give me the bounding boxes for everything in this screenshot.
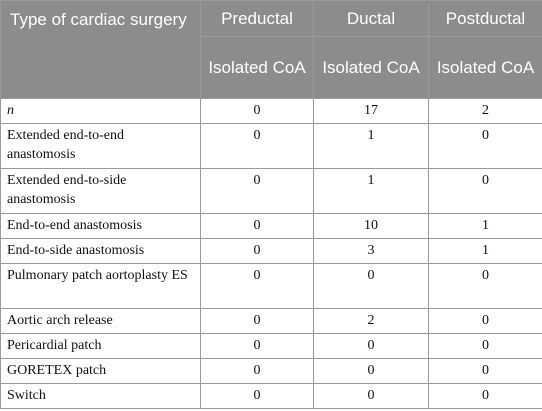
cell-ductal: 0: [314, 334, 429, 359]
cell-preductal: 0: [201, 384, 314, 409]
cell-ductal: 17: [314, 99, 429, 124]
row-label: GORETEX patch: [1, 359, 201, 384]
row-label: Pulmonary patch aortoplasty ES: [1, 264, 201, 309]
table-row: [1, 169, 542, 214]
cell-preductal: 0: [201, 359, 314, 384]
table-row: [1, 309, 542, 334]
table-row: [1, 214, 542, 239]
cell-postductal: 1: [429, 214, 542, 239]
cell-ductal: 2: [314, 309, 429, 334]
row-label: Extended end-to-end anastomosis: [1, 124, 201, 169]
column-header-preductal: Preductal: [201, 1, 314, 37]
table-row: [1, 99, 542, 124]
cell-postductal: 0: [429, 359, 542, 384]
cell-preductal: 0: [201, 99, 314, 124]
cell-preductal: 0: [201, 264, 314, 309]
row-label: End-to-side anastomosis: [1, 239, 201, 264]
cell-ductal: 0: [314, 384, 429, 409]
cell-postductal: 0: [429, 169, 542, 214]
cell-postductal: 0: [429, 124, 542, 169]
cell-preductal: 0: [201, 124, 314, 169]
subheader-preductal: Isolated CoA: [201, 37, 314, 99]
cell-postductal: 0: [429, 334, 542, 359]
corner-header: Type of cardiac surgery: [1, 1, 201, 99]
cell-preductal: 0: [201, 334, 314, 359]
row-label: Switch: [1, 384, 201, 409]
table-row: [1, 124, 542, 169]
table-row: [1, 264, 542, 309]
cell-postductal: 0: [429, 264, 542, 309]
cell-ductal: 0: [314, 264, 429, 309]
column-header-postductal: Postductal: [429, 1, 542, 37]
cell-ductal: 1: [314, 169, 429, 214]
subheader-ductal: Isolated CoA: [314, 37, 429, 99]
cell-postductal: 0: [429, 384, 542, 409]
table-row: [1, 384, 542, 409]
cell-ductal: 1: [314, 124, 429, 169]
cell-ductal: 10: [314, 214, 429, 239]
cell-preductal: 0: [201, 214, 314, 239]
cell-ductal: 3: [314, 239, 429, 264]
row-label: Extended end-to-side anastomosis: [1, 169, 201, 214]
table-row: [1, 239, 542, 264]
column-header-ductal: Ductal: [314, 1, 429, 37]
header-row-groups: [1, 1, 542, 37]
table-row: [1, 359, 542, 384]
cell-postductal: 2: [429, 99, 542, 124]
row-label: n: [1, 99, 201, 124]
cell-preductal: 0: [201, 169, 314, 214]
subheader-postductal: Isolated CoA: [429, 37, 542, 99]
row-label: Aortic arch release: [1, 309, 201, 334]
table-row: [1, 334, 542, 359]
cell-ductal: 0: [314, 359, 429, 384]
row-label: Pericardial patch: [1, 334, 201, 359]
row-label: End-to-end anastomosis: [1, 214, 201, 239]
cell-preductal: 0: [201, 309, 314, 334]
cell-preductal: 0: [201, 239, 314, 264]
cell-postductal: 0: [429, 309, 542, 334]
cell-postductal: 1: [429, 239, 542, 264]
